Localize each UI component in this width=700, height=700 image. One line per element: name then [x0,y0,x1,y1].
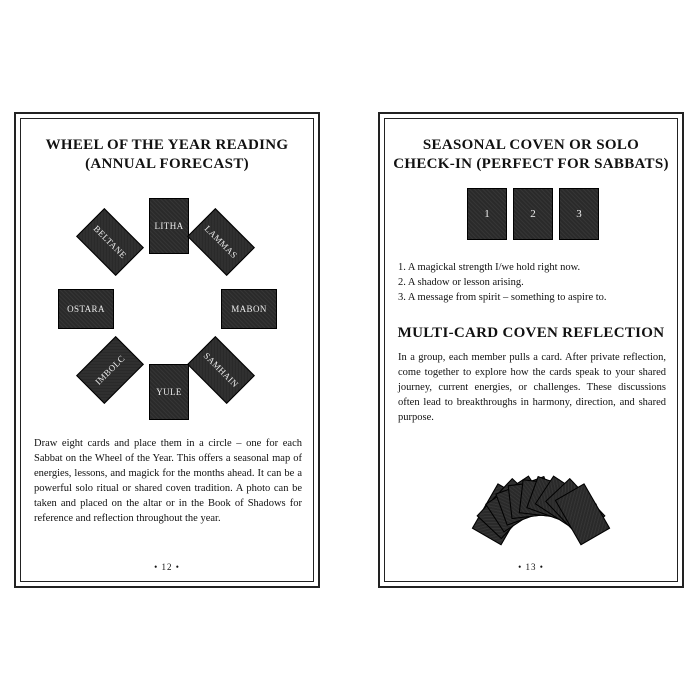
title-line-1: WHEEL OF THE YEAR READING [45,137,289,153]
page-title [16,136,318,174]
list-item: 2. A shadow or lesson arising. [398,277,524,288]
list-item: 1. A magickal strength I/we hold right now. [398,262,581,273]
card-3 [559,188,599,240]
card-label: YULE [156,387,182,397]
checklist [398,260,668,305]
section-subtitle: MULTI-CARD COVEN REFLECTION [397,325,665,341]
card-fan [480,454,590,544]
card-mabon [221,289,277,329]
title-line-2: (ANNUAL FORECAST) [85,156,249,172]
card-label: LAMMAS [202,223,240,261]
list-item: 3. A message from spirit – something to aspire to. [398,292,607,303]
card-label: SAMHAIN [201,350,241,390]
page-number: • 12 • [154,562,180,572]
right-page [378,112,684,588]
card-number: 2 [530,208,536,220]
card-imbolc [76,336,144,404]
card-number: 1 [484,208,490,220]
left-page [14,112,320,588]
card-number: 3 [576,208,582,220]
title-line-1: SEASONAL COVEN OR SOLO [422,137,640,153]
card-label: BELTANE [91,223,129,261]
body-paragraph: Draw eight cards and place them in a circle – one for each Sabbat on the Wheel of the Year. This offers a seasonal map of energies, lessons, and magick for the months ahead. It can be a powerful solo ritual or shared coven tradition. A photo can be taken and placed on the altar or in the Book of Shadows for reference and reflection throughout the year. [34,438,302,524]
title-line-2: CHECK-IN (PERFECT FOR SABBATS) [393,156,669,172]
page-number: • 13 • [518,562,544,572]
card-litha [149,198,189,254]
card-label: MABON [231,304,267,314]
card-yule [149,364,189,420]
card-samhain [187,336,255,404]
card-ostara [58,289,114,329]
page-title [380,136,682,174]
body-paragraph: In a group, each member pulls a card. After private reflection, come together to explore how the cards speak to your shared journey, current energies, or challenges. These discussions often lead to breakthroughs in harmony, direction, and shared purpose. [398,352,666,423]
card-2 [513,188,553,240]
card-label: IMBOLC [93,353,127,387]
card-label: OSTARA [67,304,105,314]
card-lammas [187,208,255,276]
card-label: LITHA [154,221,184,231]
card-beltane [76,208,144,276]
card-1 [467,188,507,240]
